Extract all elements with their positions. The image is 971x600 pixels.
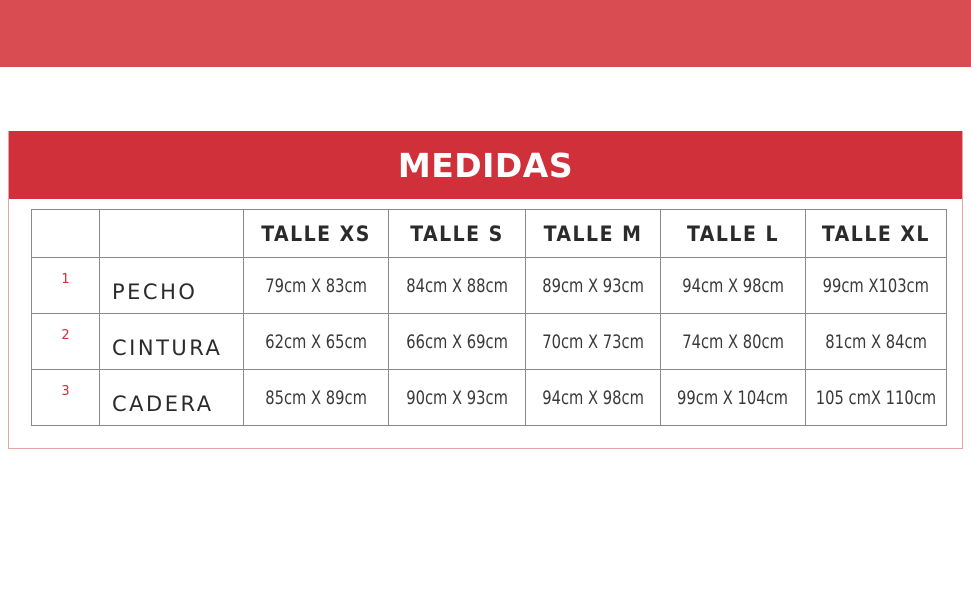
- row-label-text: PECHO: [112, 279, 198, 304]
- measure-value: 99cm X 104cm: [677, 386, 789, 409]
- row-number: [32, 370, 100, 426]
- measure-cell: [389, 258, 526, 314]
- measure-value: 70cm X 73cm: [542, 330, 644, 353]
- size-chart-card: [8, 131, 963, 449]
- measure-value: 81cm X 84cm: [825, 330, 927, 353]
- top-banner: [0, 0, 971, 67]
- measure-cell: [806, 370, 947, 426]
- measure-value: 85cm X 89cm: [265, 386, 367, 409]
- measure-cell: [526, 258, 661, 314]
- row-number: [32, 258, 100, 314]
- row-label-text: CADERA: [112, 391, 214, 416]
- measure-cell: [661, 258, 806, 314]
- header-cell-measure: [100, 210, 244, 258]
- row-number: [32, 314, 100, 370]
- measure-cell: [806, 314, 947, 370]
- measure-cell: [661, 314, 806, 370]
- measure-cell: [526, 370, 661, 426]
- row-label-text: CINTURA: [112, 335, 223, 360]
- table-row-pecho: [32, 258, 947, 314]
- measure-cell: [389, 314, 526, 370]
- measure-value: 94cm X 98cm: [682, 274, 784, 297]
- table-row-cadera: [32, 370, 947, 426]
- measure-cell: [661, 370, 806, 426]
- measure-value: 62cm X 65cm: [265, 330, 367, 353]
- measure-value: 94cm X 98cm: [542, 386, 644, 409]
- header-cell-talle-s: TALLE S: [389, 210, 526, 258]
- header-cell-talle-l: TALLE L: [661, 210, 806, 258]
- measure-cell: [389, 370, 526, 426]
- measure-cell: [806, 258, 947, 314]
- size-table: [31, 209, 947, 426]
- measure-cell: [244, 314, 389, 370]
- header-cell-talle-xl: TALLE XL: [806, 210, 947, 258]
- row-label: [100, 258, 244, 314]
- measure-value: 89cm X 93cm: [542, 274, 644, 297]
- header-cell-number: [32, 210, 100, 258]
- measure-value: 90cm X 93cm: [406, 386, 508, 409]
- measure-value: 79cm X 83cm: [265, 274, 367, 297]
- table-row-cintura: [32, 314, 947, 370]
- table-header-row: [32, 210, 947, 258]
- header-cell-talle-xs: TALLE XS: [244, 210, 389, 258]
- measure-value: 105 cmX 110cm: [815, 386, 937, 409]
- measure-cell: [526, 314, 661, 370]
- card-title: MEDIDAS: [397, 145, 574, 185]
- row-number-text: 2: [61, 328, 70, 343]
- row-number-text: 1: [61, 272, 70, 287]
- row-label: [100, 370, 244, 426]
- measure-value: 66cm X 69cm: [406, 330, 508, 353]
- measure-value: 99cm X103cm: [822, 274, 930, 297]
- header-cell-talle-m: TALLE M: [526, 210, 661, 258]
- measure-value: 74cm X 80cm: [682, 330, 784, 353]
- row-number-text: 3: [61, 384, 70, 399]
- card-header: [9, 131, 962, 199]
- measure-cell: [244, 258, 389, 314]
- measure-cell: [244, 370, 389, 426]
- row-label: [100, 314, 244, 370]
- measure-value: 84cm X 88cm: [406, 274, 508, 297]
